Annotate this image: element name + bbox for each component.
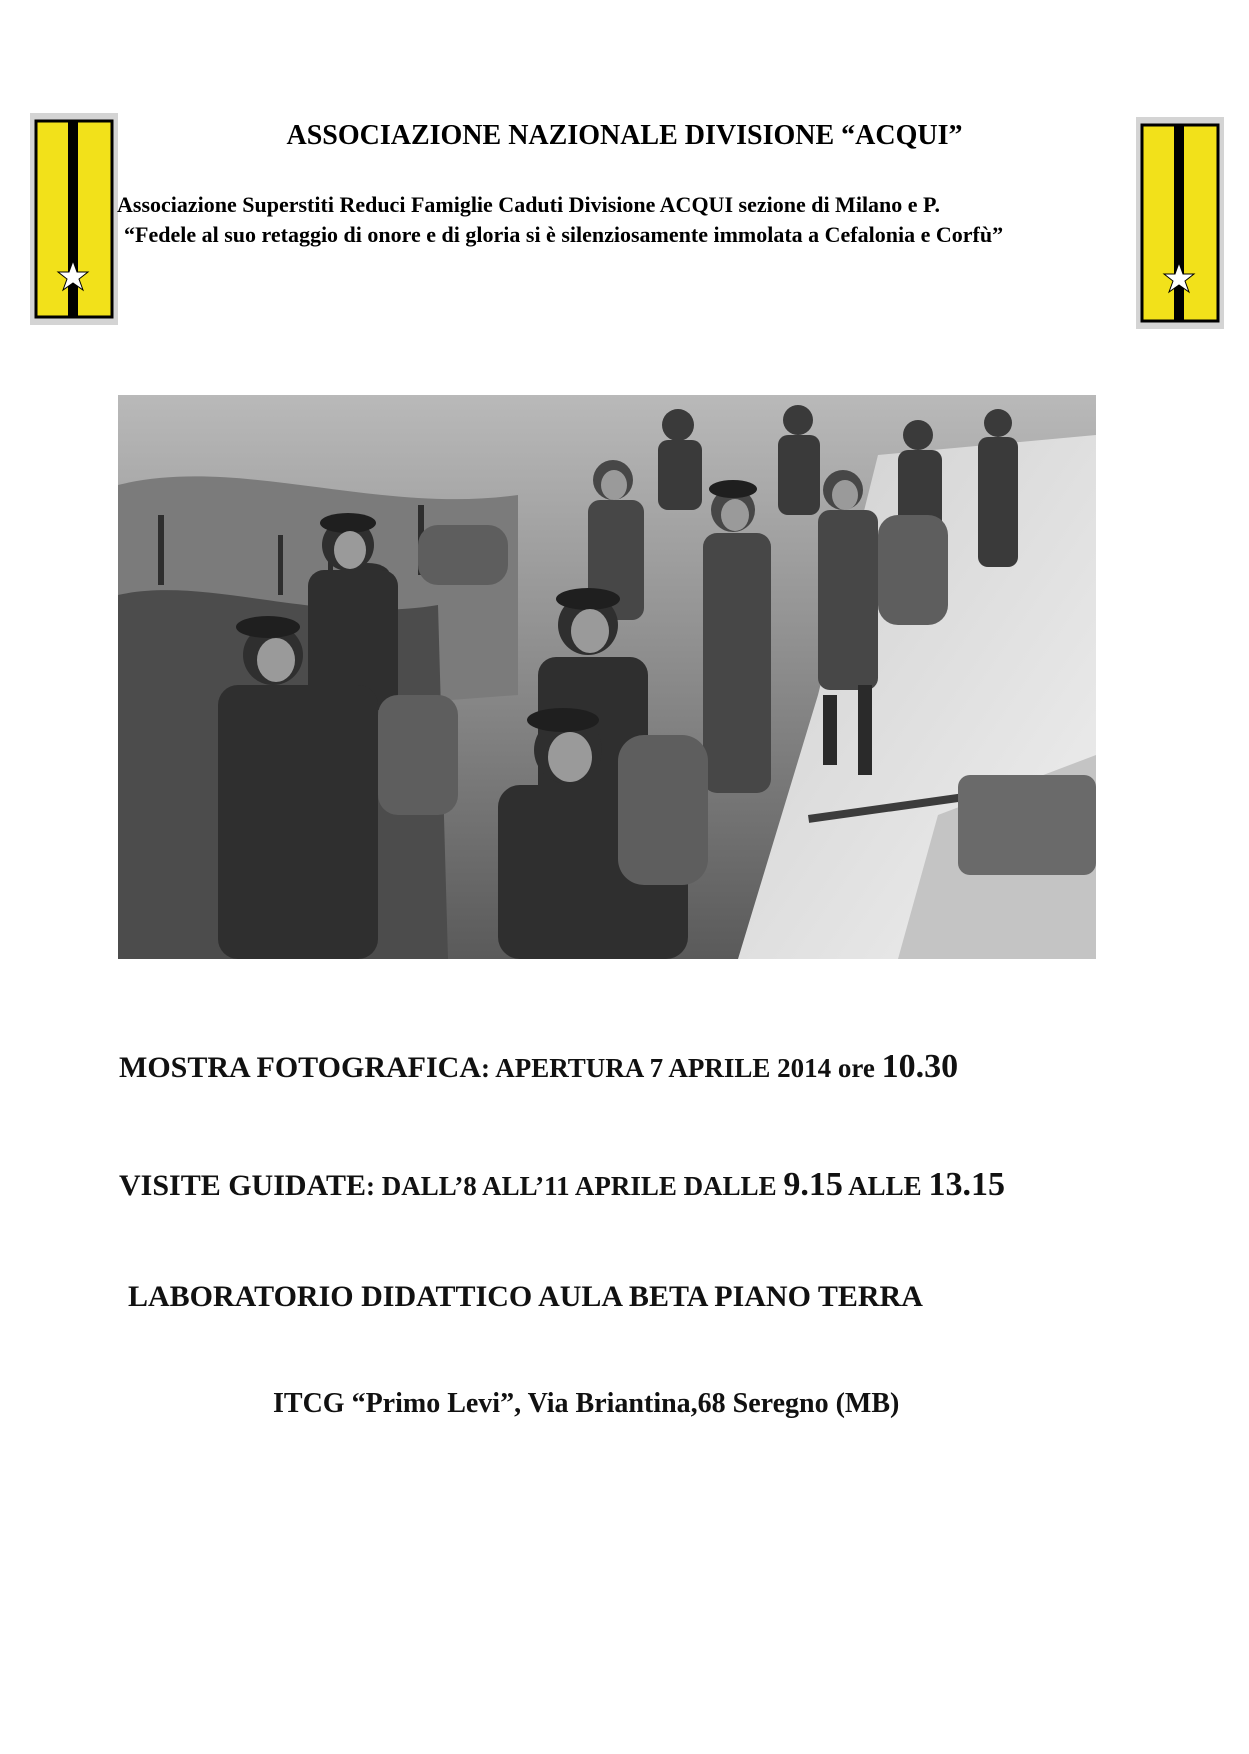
exhibition-time: 10.30 bbox=[881, 1048, 959, 1085]
guided-tours-end-time: 13.15 bbox=[928, 1166, 1005, 1203]
association-motto: “Fedele al suo retaggio di onore e di gloria si è silenziosamente immolata a Cefalonia e Corfù” bbox=[124, 222, 1004, 247]
guided-tours-line bbox=[119, 1166, 1005, 1204]
exhibition-opening-line bbox=[119, 1048, 958, 1086]
laboratory-line: LABORATORIO DIDATTICO AULA BETA PIANO TERRA bbox=[128, 1280, 923, 1313]
venue-address: ITCG “Primo Levi”, Via Briantina,68 Seregno (MB) bbox=[273, 1388, 900, 1419]
guided-tours-dates: DALL’8 ALL’11 APRILE DALLE bbox=[381, 1171, 784, 1201]
guided-tours-label: VISITE GUIDATE bbox=[119, 1169, 367, 1202]
exhibition-label: MOSTRA FOTOGRAFICA bbox=[119, 1051, 481, 1084]
association-title: ASSOCIAZIONE NAZIONALE DIVISIONE “ACQUI” bbox=[286, 120, 963, 151]
photo-illustration bbox=[118, 395, 1096, 959]
guided-tours-start-time: 9.15 bbox=[783, 1166, 843, 1203]
association-subtitle: Associazione Superstiti Reduci Famiglie Caduti Divisione ACQUI sezione di Milano e P. bbox=[117, 192, 940, 217]
exhibition-separator: : bbox=[480, 1053, 496, 1083]
exhibition-date: APERTURA 7 APRILE 2014 ore bbox=[495, 1053, 882, 1083]
guided-tours-separator: : bbox=[366, 1171, 382, 1201]
soldiers-marching-photo bbox=[118, 395, 1096, 959]
guided-tours-until: ALLE bbox=[842, 1171, 929, 1201]
